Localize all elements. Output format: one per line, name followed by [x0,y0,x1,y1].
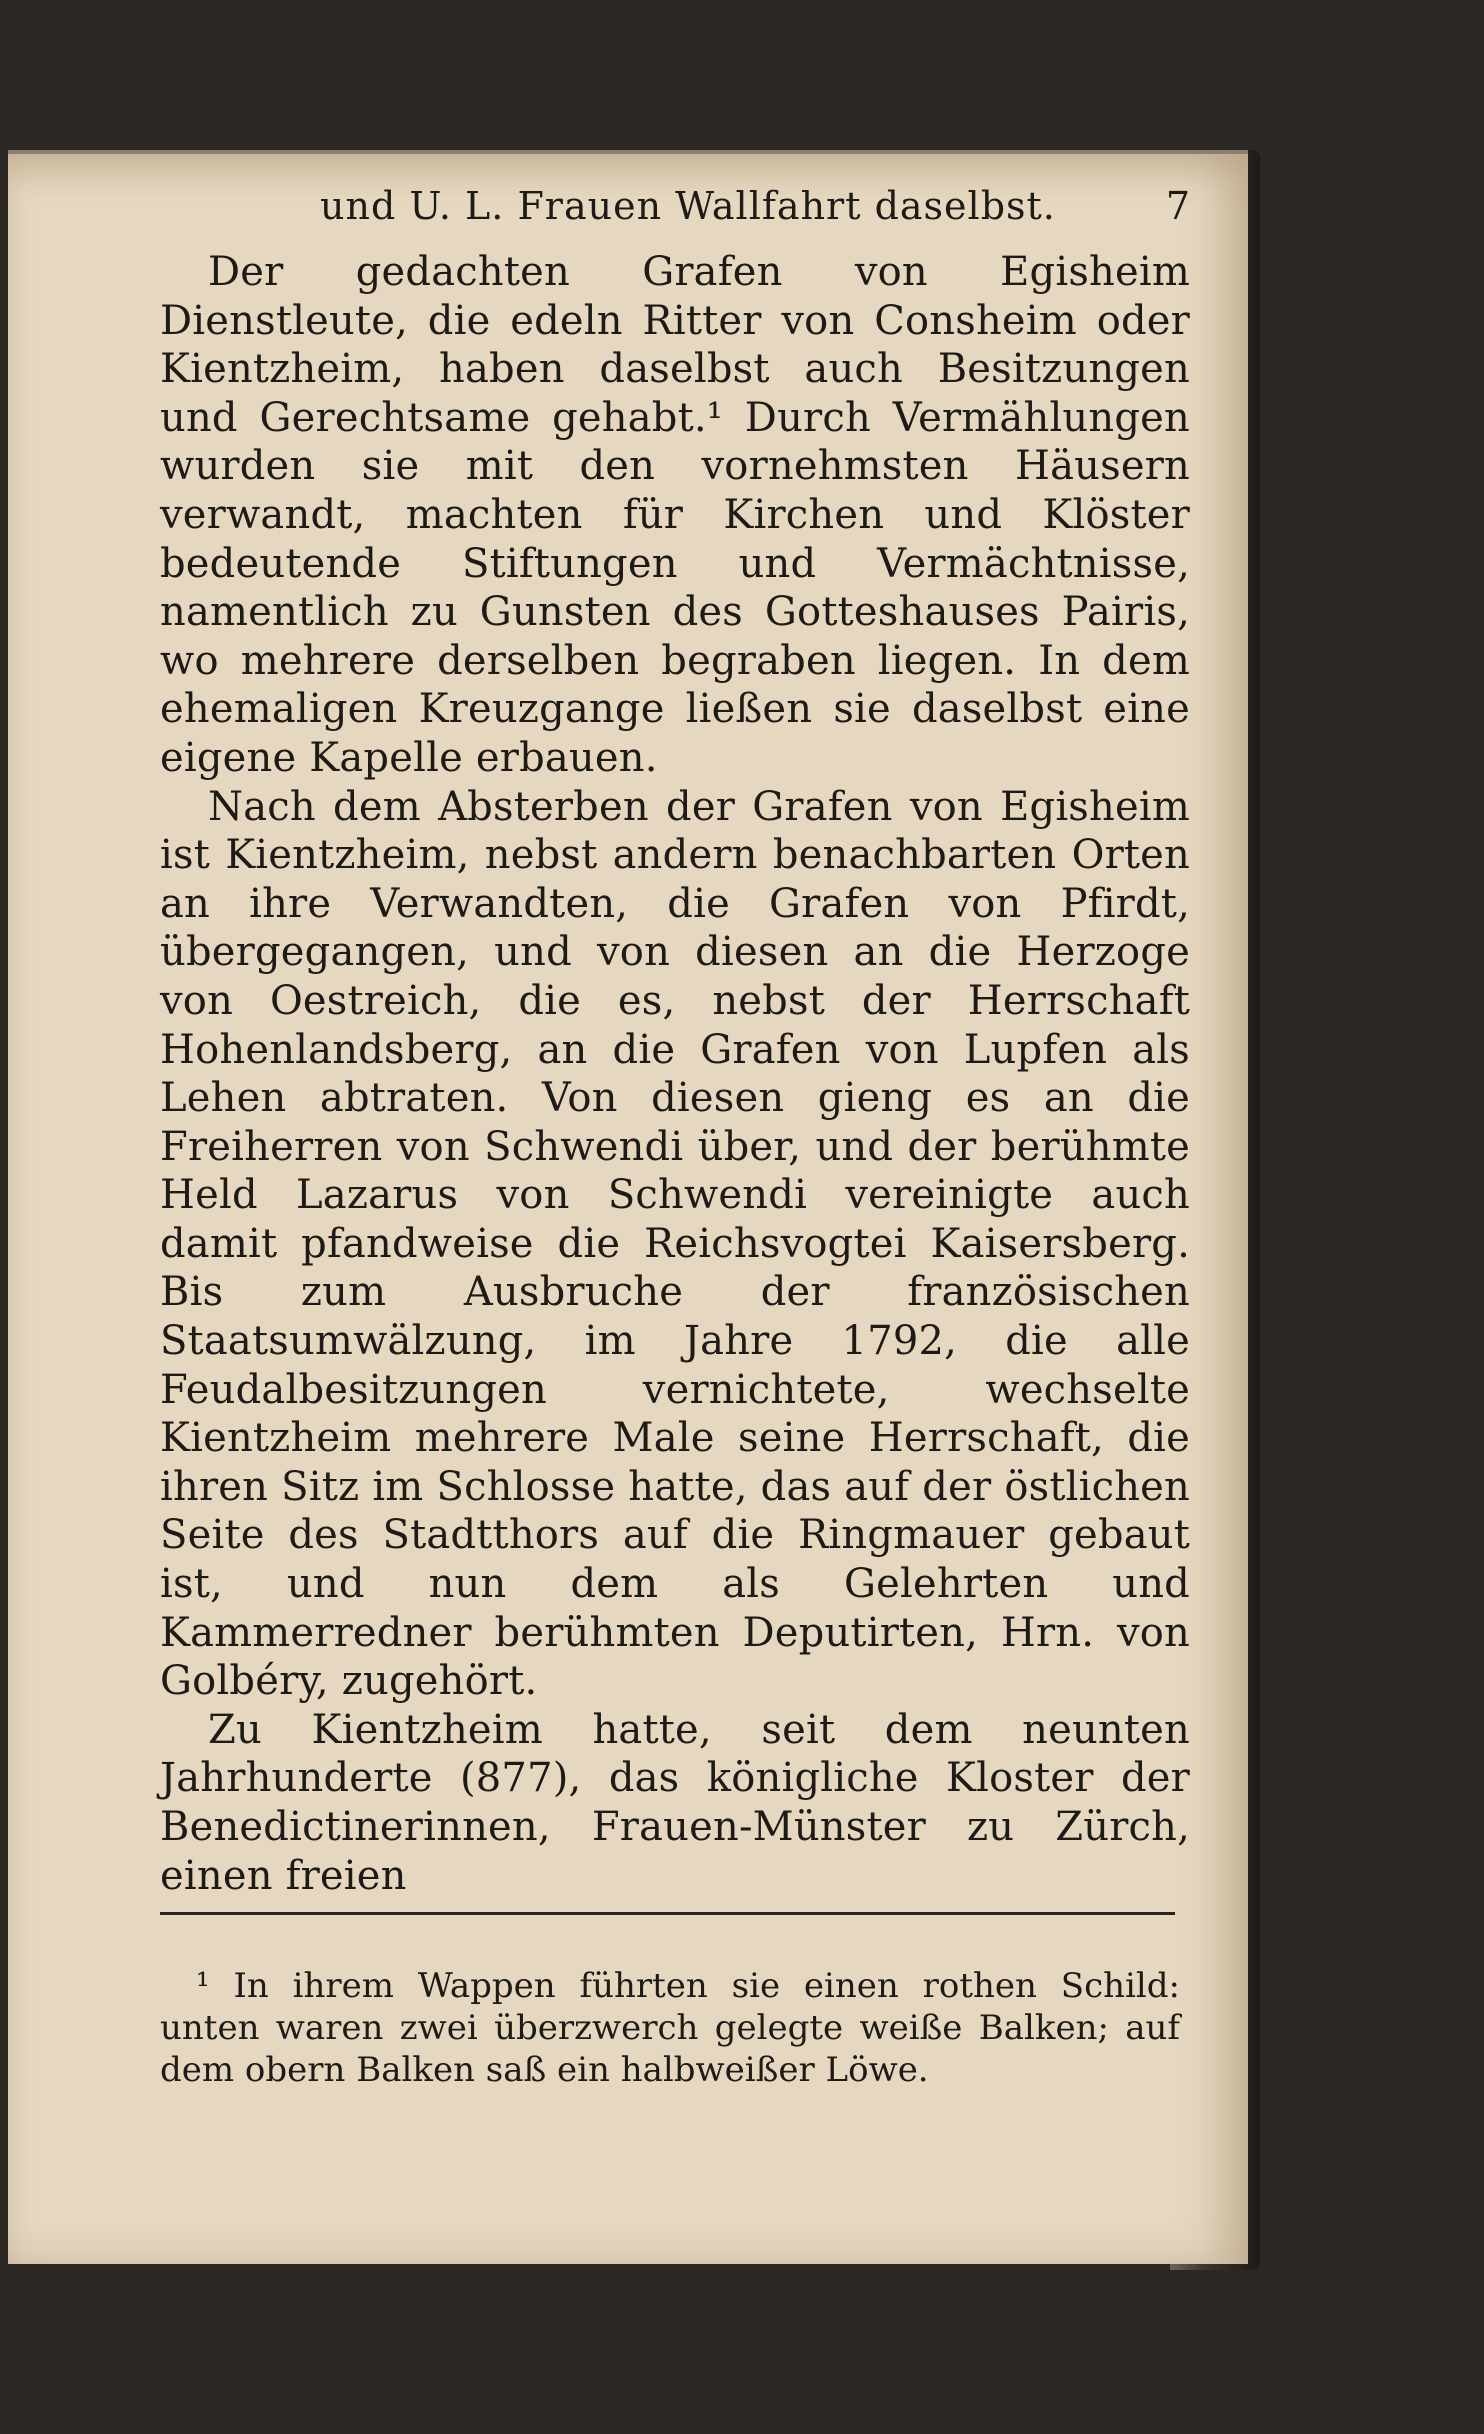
body-text [160,248,1190,1900]
paragraph: Zu Kientzheim hatte, seit dem neunten Jahrhunderte (877), das königliche Kloster der Benedictinerinnen, Frauen-Münster zu Zürch, einen freien [160,1706,1190,1899]
page-number: 7 [1165,184,1190,228]
footnote-text: ¹ In ihrem Wappen führten sie einen rothen Schild: unten waren zwei überzwerch gelegte weiße Balken; auf dem obern Balken saß ein halbweißer Löwe. [160,1966,1180,2090]
footnote-rule [160,1912,1175,1915]
running-title: und U. L. Frauen Wallfahrt daselbst. [320,184,1056,228]
paragraph: Nach dem Absterben der Grafen von Egisheim ist Kientzheim, nebst andern benachbarten Orten an ihre Verwandten, die Grafen von Pfirdt, übergegangen, und von diesen an die Herzoge von Oestreich, die es, nebst der Herrschaft Hohenlandsberg, an die Grafen von Lupfen als Lehen abtraten. Von diesen gieng es an die Freiherren von Schwendi über, und der berühmte Held Lazarus von Schwendi vereinigte auch damit pfandweise die Reichsvogtei Kaisersberg. Bis zum Ausbruche der französischen Staatsumwälzung, im Jahre 1792, die alle Feudalbesitzungen vernichtete, wechselte Kientzheim mehrere Male seine Herrschaft, die ihren Sitz im Schlosse hatte, das auf der östlichen Seite des Stadtthors auf die Ringmauer gebaut ist, und nun dem als Gelehrten und Kammerredner berühmten Deputirten, Hrn. von Golbéry, zugehört. [160,783,1190,1705]
page-header [160,184,1190,244]
paragraph: Der gedachten Grafen von Egisheim Dienstleute, die edeln Ritter von Consheim oder Kientzheim, haben daselbst auch Besitzungen und Gerechtsame gehabt.¹ Durch Vermählungen wurden sie mit den vornehmsten Häusern verwandt, machten für Kirchen und Klöster bedeutende Stiftungen und Vermächtnisse, namentlich zu Gunsten des Gotteshauses Pairis, wo mehrere derselben begraben liegen. In dem ehemaligen Kreuzgange ließen sie daselbst eine eigene Kapelle erbauen. [160,249,1190,781]
footnote [160,1965,1180,2091]
